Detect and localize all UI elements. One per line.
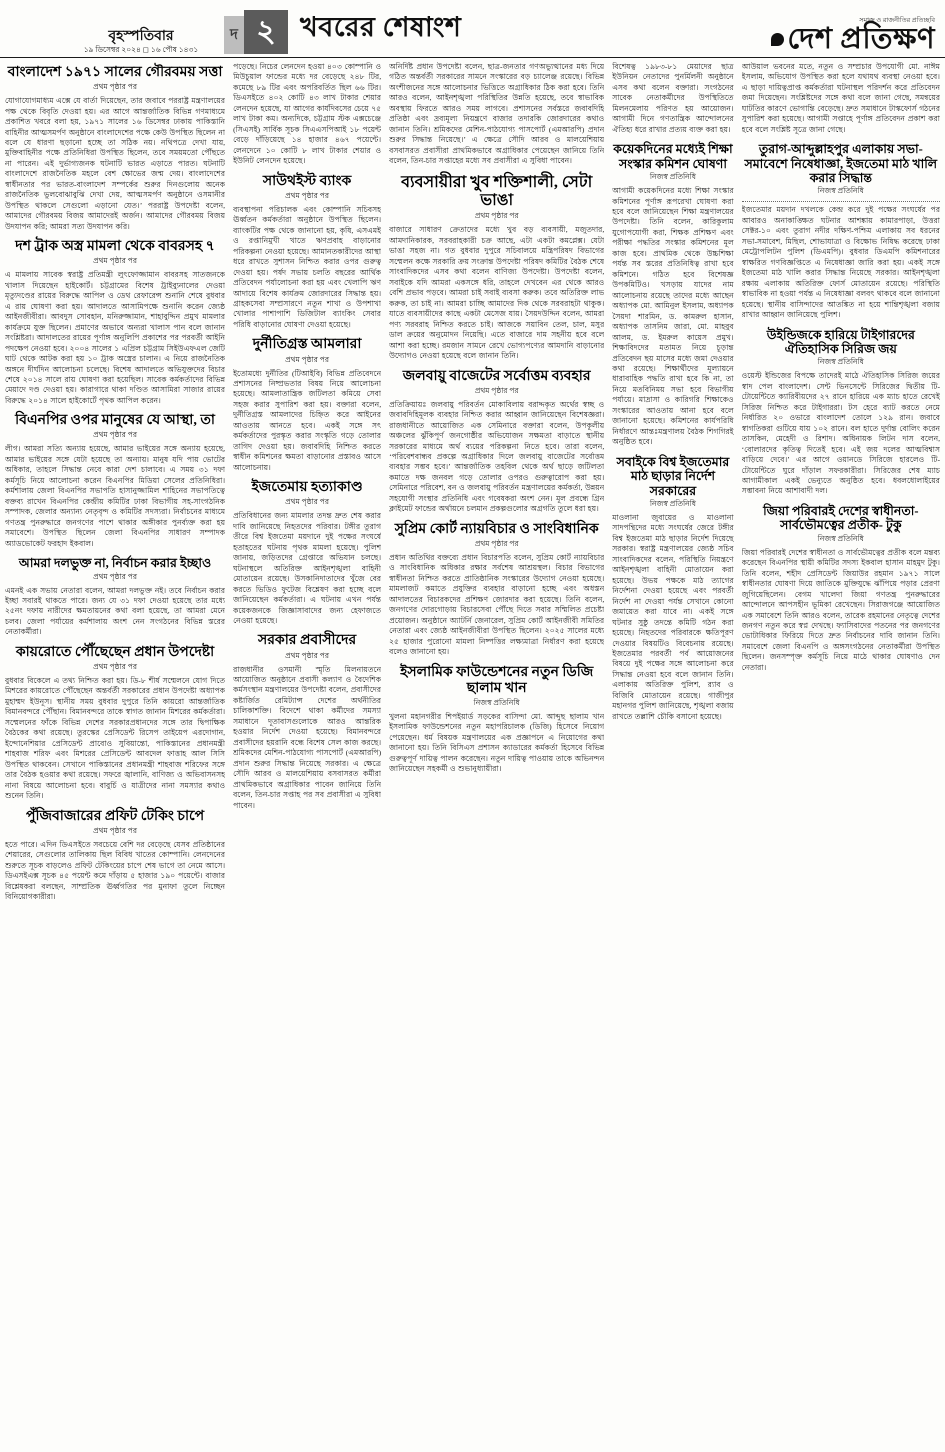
story-headline: কয়েকদিনের মধ্যেই শিক্ষা সংস্কার কমিশন ঘোষণা [613, 142, 733, 171]
story-headline: উইন্ডিজকে হারিয়ে টাইগারদের ঐতিহাসিক সিরিজ জয় [766, 327, 915, 356]
story-body: খুলনা মহানগরীর শিপইয়ার্ড সড়কের বাসিন্দা মো. আব্দুছ ছালাম খান ইসলামিক ফাউন্ডেশনের নতুন মহাপরিচালক (ডিজি) হিসেবে নিয়োগ পেয়েছেন। ধর্ম বিষয়ক মন্ত্রণালয়ের এক প্রজ্ঞাপনে এ নিয়োগের কথা জানানো হয়। তিনি বিসিএস প্রশাসন ক্যাডারের কর্মকর্তা হিসেবে বিভিন্ন গুরুত্বপূর্ণ দায়িত্ব পালন করেছেন। নতুন দায়িত্ব পাওয়ায় তাকে অভিনন্দন জানিয়েছেন সহকর্মী ও শুভানুধ্যায়ীরা। [389, 711, 605, 774]
story-kicker: প্রথম পৃষ্ঠার পর [93, 661, 137, 671]
story-headline: তুরাগ-আব্দুল্লাহপুর এলাকায় সভা-সমাবেশে নিষেধাজ্ঞা, ইজতেমা মাঠ খালি করার সিদ্ধান্ত [744, 142, 938, 186]
story-body: আউয়াল ভবনের মতে, নতুন ও সম্প্রচার উপযোগী মো. নাঈম ইসলাম, অভিযোগ উপস্থিত করা হলে যথাযথ ব্যবস্থা নেওয়া হবে। এ ছাড়া দায়িত্বপ্রাপ্ত কর্মকর্তারা ঘটনাস্থল পরিদর্শন করে প্রতিবেদন জমা দিয়েছেন। সংশ্লিষ্টদের সঙ্গে কথা বলে জানা গেছে, সমন্বয়ের ঘাটতির কারণে ভোগান্তি বেড়েছে। দ্রুত সমাধানে টাস্কফোর্স গঠনের সুপারিশ করা হয়েছে। আগামী সপ্তাহে পূর্ণাঙ্গ প্রতিবেদন প্রকাশ করা হবে বলে সংশ্লিষ্ট সূত্রে জানা গেছে। [741, 62, 940, 134]
story-headline: দুর্নীতিগ্রস্ত আমলারা [252, 337, 362, 353]
story-headline: সুপ্রিম কোর্ট ন্যায়বিচার ও সাংবিধানিক [394, 521, 599, 537]
story-kicker: প্রথম পৃষ্ঠার পর [93, 82, 137, 92]
story-kicker: নিজস্ব প্রতিনিধি [817, 533, 864, 543]
story-body: যোগাযোগমাধ্যম এক্সে যে বার্তা দিয়েছেন, তার জবাবে পররাষ্ট্র মন্ত্রণালয়ের পক্ষ থেকে বিবৃতি দেওয়া হয়। এর আগে আন্তর্জাতিক বিভিন্ন গণমাধ্যমে প্রকাশিত খবরে বলা হয়, ১৯৭১ সালের ১৬ ডিসেম্বর ঢাকায় পাকিস্তানি বাহিনীর আত্মসমর্পণ অনুষ্ঠানে বাংলাদেশের পক্ষে কেউ উপস্থিত ছিলেন না বলে যে ধারণা ছড়ানো হচ্ছে তা সঠিক নয়। নথিপত্রে দেখা যায়, মুক্তিবাহিনীর পক্ষে প্রতিনিধিরা উপস্থিত ছিলেন, তবে সময়মতো পৌঁছতে না পারেন। এই দুর্ভাগ্যজনক ঘটনাটি ভারত এড়াতে পারত। ঘটনাটি বাংলাদেশে রাজনৈতিক মহলে বেশ ক্ষোভের জন্ম দেয়। বাংলাদেশের স্বাধীনতার পর ভারত-বাংলাদেশ সম্পর্কের শুরুর দিনগুলোয় অনেক রাজনৈতিক ভুলবোঝাবুঝি দেখা দেয়, আত্মসমর্পণ অনুষ্ঠানে ওসমানীর উপস্থিত থাকলে সেগুলো এড়ানো যেত।’ পররাষ্ট্র উপদেষ্টা বলেন, আমাদের গৌরবময় বিজয় আমাদেরই অর্জন। আমাদের গৌরবময় বিজয় উদযাপন করি; আমরা সত্য উদযাপন করি। [5, 96, 226, 231]
news-story [612, 62, 733, 135]
column-1 [5, 62, 225, 1444]
news-story [5, 65, 225, 232]
news-story [5, 645, 225, 802]
story-headline: আমরা দলভুক্ত না, নির্বাচন করার ইচ্ছাও [18, 556, 212, 571]
story-kicker: প্রথম পৃষ্ঠার পর [474, 211, 519, 221]
news-story [389, 369, 604, 515]
story-kicker: প্রথম পৃষ্ঠার পর [93, 430, 137, 440]
story-headline: বিএনপির ওপর মানুষের যে আস্থা, তা [15, 413, 215, 429]
story-kicker: নিজস্ব প্রতিনিধি [649, 172, 696, 182]
story-kicker: প্রথম পৃষ্ঠার পর [285, 190, 330, 200]
news-story [233, 480, 381, 626]
news-story [742, 504, 940, 673]
page-number-badge: ২ [244, 10, 288, 54]
section-title: খবরের শেষাংশ [300, 12, 462, 42]
column-4 [612, 62, 733, 1444]
masthead-tagline: সমাজ ও রাজনীতির প্রতিচ্ছবি [859, 16, 935, 24]
story-body: প্রতিবিধানের জন্য মামলার তদন্ত দ্রুত শেষ করার দাবি জানিয়েছে নিহতদের পরিবার। টঙ্গীর তুরাগ তীরে বিশ্ব ইজতেমা ময়দানে দুই পক্ষের সংঘর্ষে হতাহতের ঘটনায় পৃথক মামলা হয়েছে। পুলিশ জানায়, জড়িতদের গ্রেপ্তারে অভিযান চলছে। ঘটনাস্থলে অতিরিক্ত আইনশৃঙ্খলা বাহিনী মোতায়েন রয়েছে। উসকানিদাতাদের খুঁজে বের করতে ভিডিও ফুটেজ বিশ্লেষণ করা হচ্ছে বলে জানিয়েছেন কর্মকর্তারা। এ ঘটনায় এখন পর্যন্ত কয়েকজনকে জিজ্ঞাসাবাদের জন্য হেফাজতে নেওয়া হয়েছে। [233, 511, 382, 625]
story-headline: সাউথইস্ট ব্যাংক [262, 173, 352, 189]
story-body: রাজধানীর ওসমানী স্মৃতি মিলনায়তনে আয়োজিত অনুষ্ঠানে প্রবাসী কল্যাণ ও বৈদেশিক কর্মসংস্থান মন্ত্রণালয়ের উপদেষ্টা বলেন, প্রবাসীদের কষ্টার্জিত রেমিট্যান্স দেশের অর্থনীতির চালিকাশক্তি। বিদেশে থাকা কর্মীদের সমস্যা সমাধানে দূতাবাসগুলোকে আরও আন্তরিক হওয়ার নির্দেশ দেওয়া হয়েছে। বিমানবন্দরে প্রবাসীদের হয়রানি বন্ধে বিশেষ সেল কাজ করছে। শ্রমিকদের মেশিন-পাঠযোগ্য পাসপোর্ট (এমআরপি) প্রদান শুরুর সিদ্ধান্ত নিয়েছে সরকার। এ ক্ষেত্রে সৌদি আরব ও মালয়েশিয়ায় বসবাসরত কর্মীরা প্রাথমিকভাবে অগ্রাধিকার পাবেন জানিয়ে তিনি বলেন, তিন-চার সপ্তাহ পর সব প্রবাসীরা এ সুবিধা পাবেন। [233, 664, 382, 810]
masthead-title-text: দেশ প্রতিক্ষণ [787, 23, 935, 55]
masthead-block [771, 18, 939, 55]
story-headline: কায়রোতে পৌঁছেছেন প্রধান উপদেষ্টা [15, 644, 215, 660]
news-story [233, 633, 381, 811]
story-body: ওয়েস্ট ইন্ডিজের বিপক্ষে তাদেরই মাঠে ঐতিহাসিক সিরিজ জয়ের স্বাদ পেল বাংলাদেশ। সেন্ট ভিনসেন্টে সিরিজের দ্বিতীয় টি-টোয়েন্টিতে ক্যারিবীয়দের ২৭ রানে হারিয়ে এক ম্যাচ হাতে রেখেই সিরিজ নিশ্চিত করে টাইগাররা। টস হেরে ব্যাট করতে নেমে নির্ধারিত ২০ ওভারে বাংলাদেশ তোলে ১২৯ রান। জবাবে স্বাগতিকরা গুটিয়ে যায় ১০২ রানে। বল হাতে দুর্দান্ত বোলিং করেন তাসকিন, মেহেদী ও রিশাদ। অধিনায়ক লিটন দাস বলেন, ‘বোলারদের কৃতিত্ব দিতেই হবে। এই জয় দলের আত্মবিশ্বাস বাড়িয়ে দেবে।’ এর আগে ওয়ানডে সিরিজে হারলেও টি-টোয়েন্টিতে ঘুরে দাঁড়াল সফরকারীরা। সিরিজের শেষ ম্যাচ আগামীকাল একই ভেন্যুতে অনুষ্ঠিত হবে। ধবলধোলাইয়ের সম্ভাবনা নিয়ে আশাবাদী দল। [741, 371, 940, 496]
news-story [742, 142, 940, 320]
story-kicker: প্রথম পৃষ্ঠার পর [474, 385, 519, 395]
news-story [233, 337, 381, 473]
story-headline: সরকার প্রবাসীদের [257, 633, 357, 649]
story-body: লীগ। আমরা সত্যি অন্যায় হয়েছে, আমার ভাইয়ের সঙ্গে অন্যায় হয়েছে, আমার ভাইয়ের সঙ্গে যেটা হয়েছে তা অন্যায়। মানুষ যদি পায় ভোটের অধিকার, তাহলে সিদ্ধান্ত নেবে কারা দেশ চালাবে। এ সময় ৩১ দফা কর্মসূচি নিয়ে আলোচনা করেন বিএনপির মিডিয়া সেলের প্রতিনিধিরা। কর্মশালায় জেলা বিএনপির সভাপতি হাসানুজ্জামিল শাহিনের সভাপতিত্বে বক্তব্য রাখেন বিএনপির কেন্দ্রীয় কমিটির ঢাকা বিভাগীয় সহ-সাংগঠনিক সম্পাদক, জেলার অন্যান্য নেতৃবৃন্দ ও কমিটির সদস্যরা। নির্বাচনের মাধ্যমে গণতন্ত্র পুনরুদ্ধারে জনগণের পাশে থাকার অঙ্গীকার পুনর্ব্যক্ত করা হয় সমাবেশে। উপস্থিত ছিলেন জেলা বিএনপির সাধারণ সম্পাদক অ্যাডভোকেট ফরহাদ ইকবাল। [5, 444, 226, 548]
story-body: অনির্দিষ্ট প্রধান উপদেষ্টা বলেন, ছাত্র-জনতার গণঅভ্যুত্থানের মধ্য দিয়ে গঠিত অন্তর্বর্তী সরকারের সামনে সংস্কারের বড় চ্যালেঞ্জ রয়েছে। বিভিন্ন অংশীজনের সঙ্গে আলোচনার ভিত্তিতে অগ্রাধিকার ঠিক করা হবে। তিনি আরও বলেন, আইনশৃঙ্খলা পরিস্থিতির উন্নতি হয়েছে, তবে স্বাভাবিক অবস্থায় ফিরতে আরও সময় লাগবে। প্রশাসনের সর্বস্তরে জবাবদিহি প্রতিষ্ঠা এবং দ্রব্যমূল্য নিয়ন্ত্রণে বাজার তদারকি জোরদারের কথাও জানান তিনি। শ্রমিকদের মেশিন-পাঠযোগ্য পাসপোর্ট (এমআরপি) প্রদান শুরুর সিদ্ধান্ত নিয়েছে।’ এ ক্ষেত্রে সৌদি আরব ও মালয়েশিয়ায় বসবাসরত প্রবাসীরা প্রাথমিকভাবে অগ্রাধিকার পেয়েছেন জানিয়ে তিনি বলেন, তিন-চার সপ্তাহের মধ্যে সব প্রবাসীরা এ সুবিধা পাবেন। [389, 62, 605, 166]
story-body: প্রধান অতিথির বক্তব্যে প্রধান বিচারপতি বলেন, সুপ্রিম কোর্ট ন্যায়বিচার ও সাংবিধানিক অধিকার রক্ষার সর্বশেষ আশ্রয়স্থল। বিচার বিভাগের স্বাধীনতা নিশ্চিত করতে প্রাতিষ্ঠানিক সংস্কারের উদ্যোগ নেওয়া হয়েছে। মামলাজট কমাতে প্রযুক্তির ব্যবহার বাড়ানো হচ্ছে এবং অধস্তন আদালতের বিচারকদের প্রশিক্ষণ জোরদার করা হয়েছে। তিনি বলেন, জনগণের দোরগোড়ায় বিচারসেবা পৌঁছে দিতে সবার সম্মিলিত প্রচেষ্টা প্রয়োজন। অনুষ্ঠানে অ্যাটর্নি জেনারেল, সুপ্রিম কোর্ট আইনজীবী সমিতির নেতারা এবং জ্যেষ্ঠ আইনজীবীরা উপস্থিত ছিলেন। ২০২৫ সালের মধ্যে ২৫ হাজার পুরোনো মামলা নিষ্পত্তির লক্ষ্যমাত্রা নির্ধারণ করা হয়েছে বলেও জানানো হয়। [389, 552, 605, 657]
story-kicker: প্রথম পৃষ্ঠার পর [93, 825, 137, 835]
news-story [5, 809, 225, 903]
story-body: জিয়া পরিবারই দেশের স্বাধীনতা ও সার্বভৌমত্বের প্রতীক বলে মন্তব্য করেছেন বিএনপির স্থায়ী কমিটির সদস্য ইকবাল হাসান মাহমুদ টুকু। তিনি বলেন, শহীদ প্রেসিডেন্ট জিয়াউর রহমান ১৯৭১ সালে স্বাধীনতার ঘোষণা দিয়ে জাতিকে মুক্তিযুদ্ধে ঝাঁপিয়ে পড়ার প্রেরণা জুগিয়েছিলেন। বেগম খালেদা জিয়া গণতন্ত্র পুনরুদ্ধারের আন্দোলনে আপসহীন ভূমিকা রেখেছেন। সিরাজগঞ্জে আয়োজিত এক সমাবেশে তিনি আরও বলেন, তারেক রহমানের নেতৃত্বে দেশের জনগণ নতুন করে স্বপ্ন দেখছে। ফ্যাসিবাদের পতনের পর জনগণের ভোটাধিকার ফিরিয়ে দিতে দ্রুত নির্বাচনের দাবি জানান তিনি। সমাবেশে জেলা বিএনপি ও অঙ্গসংগঠনের নেতাকর্মীরা উপস্থিত ছিলেন। জনসম্পৃক্ত কর্মসূচি নিয়ে মাঠে থাকার ঘোষণাও দেন নেতারা। [741, 547, 940, 672]
news-story [612, 455, 733, 723]
story-headline: পুঁজিবাজারের প্রফিট টেকিং চাপে [25, 808, 205, 824]
story-body: পড়েছে। নিচের লেনদেন হওয়া ৪০৩ কোম্পানি ও মিউচুয়াল ফান্ডের মধ্যে দর বেড়েছে ২৪৮ টির, কমেছে ৮৯ টির এবং অপরিবর্তিত ছিল ৬৬ টির। ডিএসইতে ৪০২ কোটি ৪৩ লাখ টাকার শেয়ার লেনদেন হয়েছে, যা আগের কার্যদিবসের চেয়ে ৭৫ লাখ টাকা কম। অন্যদিকে, চট্টগ্রাম স্টক এক্সচেঞ্জে (সিএসই) সার্বিক সূচক সিএএসপিআই ১৮ পয়েন্ট বেড়ে দাঁড়িয়েছে ১৪ হাজার ৪৬৭ পয়েন্টে। লেনদেনে ১০ কোটি ৮ লাখ টাকার শেয়ার ও ইউনিট লেনদেন হয়েছে। [233, 62, 382, 166]
news-story [389, 62, 604, 167]
story-kicker: নিজস্ব প্রতিনিধি [473, 697, 520, 707]
news-story [233, 62, 381, 167]
story-body: ইজতেমার ময়দান দখলকে কেন্দ্র করে দুই পক্ষের সংঘর্ষের পর আবারও অনাকাঙ্ক্ষিত ঘটনার আশঙ্কায় কামারপাড়া, উত্তরা সেক্টর-১০ এবং তুরাগ নদীর দক্ষিণ-পশ্চিম এলাকায় সব ধরনের সভা-সমাবেশ, মিছিল, শোভাযাত্রা ও বিক্ষোভ নিষিদ্ধ করেছে ঢাকা মেট্রোপলিটন পুলিশ (ডিএমপি)। বুধবার ডিএমপি কমিশনারের স্বাক্ষরিত গণবিজ্ঞপ্তিতে এ নিষেধাজ্ঞা জারি করা হয়। একই সঙ্গে ইজতেমা মাঠ খালি করার সিদ্ধান্ত নিয়েছে সরকার। আইনশৃঙ্খলা রক্ষায় এলাকায় অতিরিক্ত ফোর্স মোতায়েন রয়েছে। পরিস্থিতি স্বাভাবিক না হওয়া পর্যন্ত এ নিষেধাজ্ঞা বলবৎ থাকবে বলে জানানো হয়েছে। স্থানীয় বাসিন্দাদের আতঙ্কিত না হয়ে শান্তিশৃঙ্খলা বজায় রাখার আহ্বান জানিয়েছে পুলিশ। [741, 205, 940, 320]
story-headline: বাংলাদেশ ১৯৭১ সালের গৌরবময় সত্তা [7, 65, 223, 80]
news-story [389, 665, 604, 775]
story-headline: জিয়া পরিবারই দেশের স্বাধীনতা- সার্বভৌমত্বের প্রতীক- টুকু [763, 503, 919, 533]
news-story [5, 413, 225, 549]
story-body: ব্যবস্থাপনা পরিচালক এবং কোম্পানি সচিবসহ ঊর্ধ্বতন কর্মকর্তারা অনুষ্ঠানে উপস্থিত ছিলেন। ব্যাংকটির পক্ষ থেকে জানানো হয়, কৃষি, এসএমই ও রপ্তানিমুখী খাতে ঋণপ্রবাহ বাড়ানোর পরিকল্পনা নেওয়া হয়েছে। আমানতকারীদের আস্থা ধরে রাখতে সুশাসন নিশ্চিত করার ওপর গুরুত্ব দেওয়া হয়। পর্ষদ সভায় চলতি বছরের আর্থিক প্রতিবেদন পর্যালোচনা করা হয় এবং খেলাপি ঋণ আদায়ে বিশেষ কার্যক্রম জোরদারের সিদ্ধান্ত হয়। গ্রাহকসেবা সম্প্রসারণে নতুন শাখা ও উপশাখা খোলার পাশাপাশি ডিজিটাল ব্যাংকিং সেবার পরিধি বাড়ানোর ঘোষণা দেওয়া হয়েছে। [233, 204, 382, 329]
column-5 [742, 62, 940, 1444]
news-story [742, 62, 940, 135]
story-kicker: নিজস্ব প্রতিনিধি [649, 498, 696, 508]
story-kicker: প্রথম পৃষ্ঠার পর [285, 497, 330, 507]
monogram-icon: দ [224, 16, 244, 54]
story-body: আগামী কয়েকদিনের মধ্যে শিক্ষা সংস্কার কমিশনের পূর্ণাঙ্গ রূপরেখা ঘোষণা করা হবে বলে জানিয়েছেন শিক্ষা মন্ত্রণালয়ের উপদেষ্টা। তিনি বলেন, কারিকুলাম যুগোপযোগী করা, শিক্ষক প্রশিক্ষণ এবং পরীক্ষা পদ্ধতির সংস্কার কমিশনের মূল কাজ হবে। প্রাথমিক থেকে উচ্চশিক্ষা পর্যন্ত সব স্তরের প্রতিনিধিত্ব রাখা হবে কমিশনে। গঠিত হবে বিশেষজ্ঞ উপকমিটিও। খসড়ায় যাদের নাম আলোচনায় রয়েছে তাদের মধ্যে আছেন অধ্যাপক মো. আমিনুল ইসলাম, অধ্যাপক সৈয়দা শারমিন, ড. কামরুল হাসান, অধ্যাপক তাসনিম জারা, মো. মাহবুব আলম, ড. ইমরুল কায়েস প্রমুখ। শিক্ষাবিদদের মতামত নিয়ে চূড়ান্ত প্রতিবেদন ছয় মাসের মধ্যে জমা দেওয়ার কথা রয়েছে। শিক্ষার্থীদের মূল্যায়নে ধারাবাহিক পদ্ধতি রাখা হবে কি না, তা নিয়ে মতবিনিময় সভা হবে বিভাগীয় পর্যায়ে। মাদ্রাসা ও কারিগরি শিক্ষাকেও সংস্কারের আওতায় আনা হবে বলে জানানো হয়েছে। কমিশনের কার্যপরিধি নির্ধারণে আন্তঃমন্ত্রণালয় বৈঠক শিগগিরই অনুষ্ঠিত হবে। [612, 186, 734, 447]
story-body: ইতোমধ্যে দুর্নীতির (টিআইবি) বিভিন্ন প্রতিবেদনে প্রশাসনের নিষ্প্রভতার বিষয় নিয়ে আলোচনা হয়েছে। আমলাতান্ত্রিক জটিলতা কমিয়ে সেবা সহজ করার সুপারিশ করা হয়। বক্তারা বলেন, দুর্নীতিগ্রস্ত আমলাদের চিহ্নিত করে আইনের আওতায় আনতে হবে। একই সঙ্গে সৎ কর্মকর্তাদের পুরস্কৃত করার সংস্কৃতি গড়ে তোলার তাগিদ দেওয়া হয়। জবাবদিহি নিশ্চিত করতে স্বাধীন কমিশনের ক্ষমতা বাড়ানোর প্রস্তাবও আসে আলোচনায়। [233, 368, 382, 472]
columns [0, 58, 945, 1444]
story-body: হতে পারে। এদিন ডিএসইতে সবচেয়ে বেশি দর বেড়েছে যেসব প্রতিষ্ঠানের শেয়ারের, সেগুলোর তালিকায় ছিল বিবিধ খাতের কোম্পানি। লেনদেনের শুরুতে সূচক বাড়লেও প্রফিট টেকিংয়ের চাপে শেষ ভাগে তা নেমে আসে। ডিএসইএক্স সূচক ৪৫ পয়েন্ট কমে দাঁড়ায় ৫ হাজার ১৯০ পয়েন্টে। বাজার বিশ্লেষকরা বলছেন, সাম্প্রতিক ঊর্ধ্বগতির পর মুনাফা তুলে নিচ্ছেন বিনিয়োগকারীরা। [5, 839, 226, 902]
story-headline: জলবায়ু বাজেটের সর্বোত্তম ব্যবহার [402, 368, 591, 384]
masthead-logo-icon [771, 33, 784, 46]
page-header [0, 0, 945, 58]
story-body: প্রতিক্রিয়ায়ঃ জলবায়ু পরিবর্তন মোকাবিলায় বরাদ্দকৃত অর্থের স্বচ্ছ ও জবাবদিহিমূলক ব্যবহার নিশ্চিত করার আহ্বান জানিয়েছেন বিশেষজ্ঞরা। রাজধানীতে আয়োজিত এক সেমিনারে বক্তারা বলেন, উপকূলীয় অঞ্চলের ঝুঁকিপূর্ণ জনগোষ্ঠীর অভিযোজন সক্ষমতা বাড়াতে স্থানীয় সরকারের মাধ্যমে অর্থ ব্যয়ের পরিকল্পনা নিতে হবে। তারা বলেন, ‘পরিবেশবান্ধব প্রকল্পে অগ্রাধিকার দিলে জলবায়ু বাজেটের সর্বোত্তম ব্যবহার সম্ভব হবে।’ আন্তর্জাতিক তহবিল থেকে অর্থ ছাড়ে জটিলতা কমাতে দক্ষ জনবল গড়ে তোলার ওপরও গুরুত্বারোপ করা হয়। সেমিনারে পরিবেশ, বন ও জলবায়ু পরিবর্তন মন্ত্রণালয়ের কর্মকর্তা, উন্নয়ন সহযোগী সংস্থার প্রতিনিধি এবং গবেষকরা অংশ নেন। মূল প্রবন্ধে গ্রিন ক্লাইমেট ফান্ডের অর্থায়নে চলমান প্রকল্পগুলোর অগ্রগতি তুলে ধরা হয়। [389, 399, 605, 514]
dateline-block [66, 30, 216, 54]
story-headline: ব্যবসায়ীরা খুব শক্তিশালী, সেটা ভাঙা [401, 173, 593, 210]
story-kicker: প্রথম পৃষ্ঠার পর [93, 256, 137, 266]
news-story [389, 174, 604, 362]
story-headline: দশ ট্রাক অস্ত্র মামলা থেকে বাবরসহ ৭ [15, 239, 215, 255]
story-body: এমনই এক সভায় নেতারা বলেন, আমরা দলভুক্ত নই। তবে নির্বাচন করার ইচ্ছা সবারই থাকতে পারে। জন্য যে ৩১ দফা দেওয়া হয়েছে তার মধ্যে ২৫নং দফায় নারীদের ক্ষমতায়নের কথা বলা হয়েছে, তা আমরা মেনে চলব। জেলা পর্যায়ের কর্মশালায় অংশ নেন সংগঠনের বিভিন্ন স্তরের নেতাকর্মীরা। [5, 585, 226, 637]
news-story [5, 239, 225, 406]
story-headline: সবাইকে বিশ্ব ইজতেমার মাঠ ছাড়ার নির্দেশ সরকারের [616, 454, 730, 498]
story-headline: ইজতেমায় হত্যাকাণ্ড [251, 480, 363, 496]
news-story [742, 328, 940, 497]
story-body: বিশেষত্ব ১৯৮৩-৮১ মেয়াদের ছাত্র ইউনিয়ন নেতাদের পুনর্মিলনী অনুষ্ঠানে এসব কথা বলেন বক্তারা। সংগঠনের সাবেক নেতাকর্মীদের উপস্থিতিতে মিলনমেলায় পরিণত হয় আয়োজন। আগামী দিনে গণতান্ত্রিক আন্দোলনের ঐতিহ্য ধরে রাখার প্রত্যয় ব্যক্ত করা হয়। [612, 62, 734, 134]
story-body: এ মামলায় সাবেক স্বরাষ্ট্র প্রতিমন্ত্রী লুৎফোজ্জামান বাবরসহ সাতজনকে খালাস দিয়েছেন হাইকোর্ট। চট্টগ্রামের বিশেষ ট্রাইব্যুনালের দেওয়া মৃত্যুদণ্ডের রায়ের বিরুদ্ধে আপিল ও ডেথ রেফারেন্স শুনানি শেষে বুধবার এ রায় ঘোষণা করা হয়। আদালতে আসামিপক্ষে শুনানি করেন জ্যেষ্ঠ আইনজীবীরা। আবদুস সোবহান, মনিরুজ্জামান, শাহাবুদ্দিন প্রমুখ মামলার কার্যক্রমে যুক্ত ছিলেন। প্রমাণের অভাবে অন্যরা খালাস পান বলে জানান সংশ্লিষ্টরা। আদালতের রায়ের পূর্ণাঙ্গ অনুলিপি প্রকাশের পর পরবর্তী আইনি পদক্ষেপ নেওয়া হবে। ২০০৪ সালের ১ এপ্রিল চট্টগ্রাম সিইউএফএল জেটি ঘাট থেকে আটক করা হয় ১০ ট্রাক অস্ত্রের চালান। এ নিয়ে রাজনৈতিক অঙ্গনে দীর্ঘদিন আলোচনা চলেছে। বিশেষ আদালতে অভিযুক্তদের বিচার শেষে ২০১৪ সালে রায় ঘোষণা করা হয়েছিল। সাবেক কর্মকর্তাদের বিভিন্ন মেয়াদে দণ্ড দেওয়া হয়। কারাগারে থাকা দণ্ডিত আসামিরা সাজার রায়ের বিরুদ্ধে ২০১৪ সালে হাইকোর্টে পৃথক আপিল করেন। [5, 270, 226, 405]
story-headline: ইসলামিক ফাউন্ডেশনের নতুন ডিজি ছালাম খান [400, 664, 594, 696]
news-story [612, 142, 733, 447]
page-number-cluster [224, 10, 288, 54]
news-story [5, 556, 225, 638]
news-story [389, 522, 604, 658]
story-kicker: প্রথম পৃষ্ঠার পর [285, 354, 330, 364]
column-3 [389, 62, 604, 1444]
story-kicker: প্রথম পৃষ্ঠার পর [474, 538, 519, 548]
news-story [233, 174, 381, 331]
masthead-title [771, 25, 935, 54]
column-2 [233, 62, 381, 1444]
day-name: বৃহস্পতিবার [108, 29, 174, 45]
story-kicker: প্রথম পৃষ্ঠার পর [285, 650, 330, 660]
story-kicker: নিজস্ব প্রতিনিধি [817, 357, 864, 367]
story-body: মাওলানা জুবায়ের ও মাওলানা সাদপন্থিদের মধ্যে সংঘর্ষের জেরে টঙ্গীর বিশ্ব ইজতেমা মাঠ ছাড়ার নির্দেশ দিয়েছে সরকার। স্বরাষ্ট্র মন্ত্রণালয়ের জ্যেষ্ঠ সচিব সাংবাদিকদের বলেন, পরিস্থিতি নিয়ন্ত্রণে আইনশৃঙ্খলা বাহিনী মোতায়েন করা হয়েছে। উভয় পক্ষকে মাঠ ত্যাগের নির্দেশনা দেওয়া হয়েছে এবং পরবর্তী নির্দেশ না দেওয়া পর্যন্ত সেখানে কোনো জমায়েত করা যাবে না। একই সঙ্গে ঘটনার সুষ্ঠু তদন্তে কমিটি গঠন করা হয়েছে। নিহতদের পরিবারকে ক্ষতিপূরণ দেওয়ার বিষয়টিও বিবেচনায় রয়েছে। ইজতেমার পরবর্তী পর্ব আয়োজনের বিষয়ে দুই পক্ষের সঙ্গে আলোচনা করে সিদ্ধান্ত নেওয়া হবে বলে জানান তিনি। এলাকায় অতিরিক্ত পুলিশ, র‌্যাব ও বিজিবি মোতায়েন রয়েছে। গাজীপুর মহানগর পুলিশ জানিয়েছে, শৃঙ্খলা বজায় রাখতে তল্লাশি চৌকি বসানো হয়েছে। [612, 512, 734, 721]
story-body: বুধবার বিকেলে এ তথ্য নিশ্চিত করা হয়। ডি-৮ শীর্ষ সম্মেলনে যোগ দিতে মিশরের কায়রোতে পৌঁছেছেন অন্তর্বর্তী সরকারের প্রধান উপদেষ্টা অধ্যাপক মুহাম্মদ ইউনূস। স্থানীয় সময় বুধবার দুপুরে তিনি কায়রো আন্তর্জাতিক বিমানবন্দরে পৌঁছান। বিমানবন্দরে তাকে স্বাগত জানান মিশরের কর্মকর্তারা। সম্মেলনের ফাঁকে বিভিন্ন দেশের সরকারপ্রধানদের সঙ্গে তার দ্বিপাক্ষিক বৈঠকের কথা রয়েছে। তুরস্কের প্রেসিডেন্ট রিসেপ তাইয়েপ এরদোগান, ইন্দোনেশিয়ার প্রেসিডেন্ট প্রাবোও সুবিয়ান্তো, পাকিস্তানের প্রধানমন্ত্রী শাহবাজ শরিফ এবং মিশরের প্রেসিডেন্ট আবদেল ফাত্তাহ আল সিসি উপস্থিত থাকবেন। সেখানে পাকিস্তানের প্রধানমন্ত্রী শাহবাজ শরিফের সঙ্গে তার বৈঠক হওয়ার কথা রয়েছে। সফরে জ্বালানি, বাণিজ্য ও অভিবাসনসহ নানা বিষয়ে আলোচনা হবে। বাবুর্চি ও যাত্রীদের নানা সমস্যার কথাও শুনেন তিনি। [5, 675, 226, 801]
date-line: ১৯ ডিসেম্বর ২০২৪ ◻ ১৬ পৌষ ১৪৩১ [83, 45, 199, 55]
story-kicker: নিজস্ব প্রতিনিধি [742, 186, 940, 202]
story-kicker: প্রথম পৃষ্ঠার পর [93, 571, 137, 581]
story-body: বাজারে সাধারণ ক্রেতাদের মধ্যে খুব বড় ব্যবসায়ী, মজুতদার, আমদানিকারক, সরবরাহকারী চক্র আছে, এটা একটা কমপ্লেক্স। যেটা ভাঙা সহজ না। গত বুধবার দুপুরে সচিবালয়ে মন্ত্রিপরিষদ বিভাগের সম্মেলন কক্ষে সরকারি ক্রয় সংক্রান্ত উপদেষ্টা পরিষদ কমিটির বৈঠক শেষে সাংবাদিকদের এসব কথা বলেন বাণিজ্য উপদেষ্টা। উপদেষ্টা বলেন, সবাইকে যদি আমরা একসঙ্গে ধরি, তাহলে দেখবেন এর থেকে আরও বেশি প্রভাব পড়বে। আমরা চাই সবাই ব্যবসা করুক। তবে অতিরিক্ত লাভ করুক, তা চাই না। আমরা চাচ্ছি আমাদের দিক থেকে সরবরাহটা থাকুক। যাতে ব্যবসায়ীদের কাছে একটা মেসেজ যায়। সৈয়দউদ্দিন বলেন, আমরা পণ্য সরবরাহ নিশ্চিত করতে চাই। আজকে সয়াবিন তেল, চাল, মসুর ডাল ক্রয়ের অনুমোদন নিয়েছি। এতে বাজারে দাম সহনীয় হবে বলে আশা করা হচ্ছে। রমজান সামনে রেখে ভোগ্যপণ্যের আমদানি বাড়ানোর উদ্যোগও নেওয়া হয়েছে বলে জানান তিনি। [389, 225, 605, 361]
